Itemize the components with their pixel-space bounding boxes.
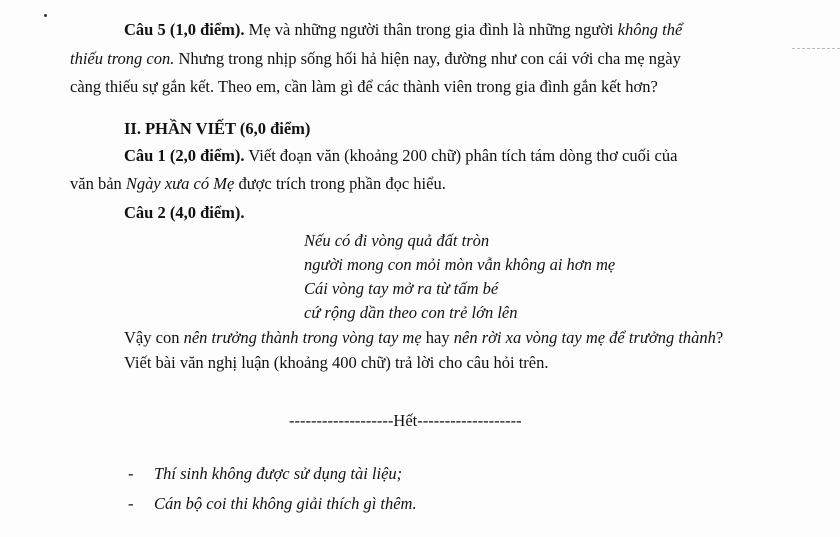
question2-italic-2: nên rời xa vòng tay mẹ để trưởng thành xyxy=(453,328,716,347)
question2-line-2: Viết bài văn nghị luận (khoảng 400 chữ) trả lời cho câu hỏi trên. xyxy=(124,353,549,372)
question5-label: Câu 5 (1,0 điểm). xyxy=(124,20,245,39)
question2-line-1: Vậy con nên trưởng thành trong vòng tay mẹ hay nên rời xa vòng tay mẹ để trưởng thành? xyxy=(124,328,724,347)
question1-label: Câu 1 (2,0 điểm). xyxy=(124,146,245,165)
question1-italic: Ngày xưa có Mẹ xyxy=(125,174,235,193)
question5-line-3 xyxy=(70,79,658,96)
question2-italic-1: nên trưởng thành trong vòng tay mẹ xyxy=(183,328,422,347)
question5-italic-2: thiếu trong con. xyxy=(70,49,175,68)
poem-line-1: Nếu có đi vòng quả đất tròn xyxy=(304,231,490,250)
poem-line-4: cứ rộng dần theo con trẻ lớn lên xyxy=(304,303,518,322)
poem-line-3: Cái vòng tay mở ra từ tấm bé xyxy=(304,279,499,298)
stray-dot xyxy=(44,14,47,17)
question5-italic-1: không thể xyxy=(617,20,683,39)
section2-heading: II. PHẦN VIẾT (6,0 điểm) xyxy=(124,119,311,138)
question2-label: Câu 2 (4,0 điểm). xyxy=(124,203,245,222)
question5-line-2 xyxy=(70,51,681,68)
question5-line-1 xyxy=(124,22,682,39)
question1-line-2 xyxy=(70,176,446,193)
question1-text-2a: văn bản xyxy=(70,174,126,193)
question1-text-1: Viết đoạn văn (khoảng 200 chữ) phân tích tám dòng thơ cuối của xyxy=(244,146,678,165)
question1-text-2b: được trích trong phần đọc hiểu. xyxy=(234,174,446,193)
note-1: - Thí sinh không được sử dụng tài liệu; xyxy=(128,464,403,483)
question5-text-3: càng thiếu sự gắn kết. Theo em, cần làm gì để các thành viên trong gia đình gắn kết hơn? xyxy=(70,77,658,96)
question1-line-1 xyxy=(124,148,677,165)
faint-rule xyxy=(792,48,840,50)
question5-text-1: Mẹ và những người thân trong gia đình là những người xyxy=(244,20,618,39)
end-marker: -------------------Hết------------------- xyxy=(289,411,522,430)
question5-text-2: Nhưng trong nhịp sống hối hả hiện nay, đường như con cái với cha mẹ ngày xyxy=(174,49,681,68)
bullet-mark: - xyxy=(128,464,134,483)
bullet-mark: - xyxy=(128,494,134,513)
note-2: - Cán bộ coi thi không giải thích gì thêm. xyxy=(128,494,417,513)
poem-line-2: người mong con mỏi mòn vẫn không ai hơn mẹ xyxy=(304,255,616,274)
